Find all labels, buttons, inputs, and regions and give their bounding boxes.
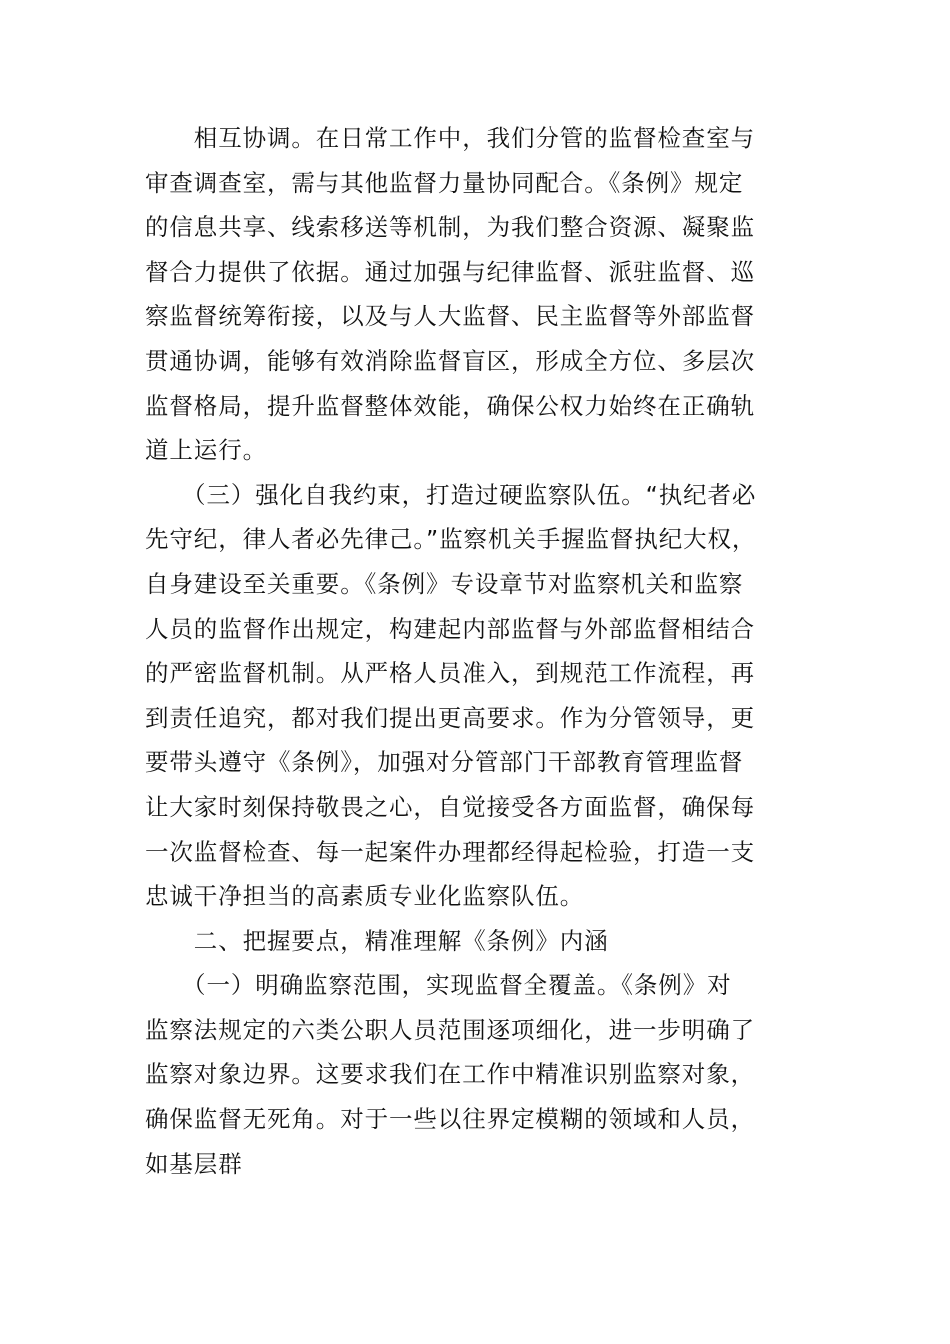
text-line: 监督格局，提升监督整体效能，确保公权力始终在正确轨 [145,391,755,420]
document-body [145,116,810,1186]
text-line: 让大家时刻保持敬畏之心，自觉接受各方面监督，确保每 [145,792,755,821]
text-line: 一次监督检查、每一起案件办理都经得起检验，打造一支 [145,837,755,866]
text-line: 的信息共享、线索移送等机制，为我们整合资源、凝聚监 [145,213,755,242]
text-line: 如基层群 [145,1149,243,1178]
text-line: 要带头遵守《条例》，加强对分管部门干部教育管理监督 [145,748,744,777]
text-line: （一）明确监察范围，实现监督全覆盖。《条例》对 [145,971,732,1000]
text-line: 到责任追究，都对我们提出更高要求。作为分管领导，更 [145,703,755,732]
text-line: 先守纪，律人者必先律己。”监察机关手握监督执纪大权， [145,525,757,554]
text-line: 相互协调。在日常工作中，我们分管的监督检查室与 [145,124,755,152]
text-line: 监察法规定的六类公职人员范围逐项细化，进一步明确了 [145,1015,755,1044]
text-line: 的严密监督机制。从严格人员准入，到规范工作流程，再 [145,659,755,688]
text-line: 察监督统筹衔接，以及与人大监督、民主监督等外部监督 [145,302,755,331]
text-line: 贯通协调，能够有效消除监督盲区，形成全方位、多层次 [145,346,755,375]
text-line: 审查调查室，需与其他监督力量协同配合。《条例》规定 [145,168,744,197]
text-line: 忠诚干净担当的高素质专业化监察队伍。 [145,882,585,911]
text-line: 自身建设至关重要。《条例》专设章节对监察机关和监察 [145,569,744,598]
section-heading: 二、把握要点，精准理解《条例》内涵 [145,926,609,955]
text-line: （三）强化自我约束，打造过硬监察队伍。“执纪者必 [145,480,757,509]
text-line: 道上运行。 [145,436,267,465]
text-line: 人员的监督作出规定，构建起内部监督与外部监督相结合 [145,614,755,643]
text-line: 督合力提供了依据。通过加强与纪律监督、派驻监督、巡 [145,257,755,286]
text-line: 确保监督无死角。对于一些以往界定模糊的领域和人员， [145,1105,755,1134]
text-line: 监察对象边界。这要求我们在工作中精准识别监察对象， [145,1060,755,1089]
